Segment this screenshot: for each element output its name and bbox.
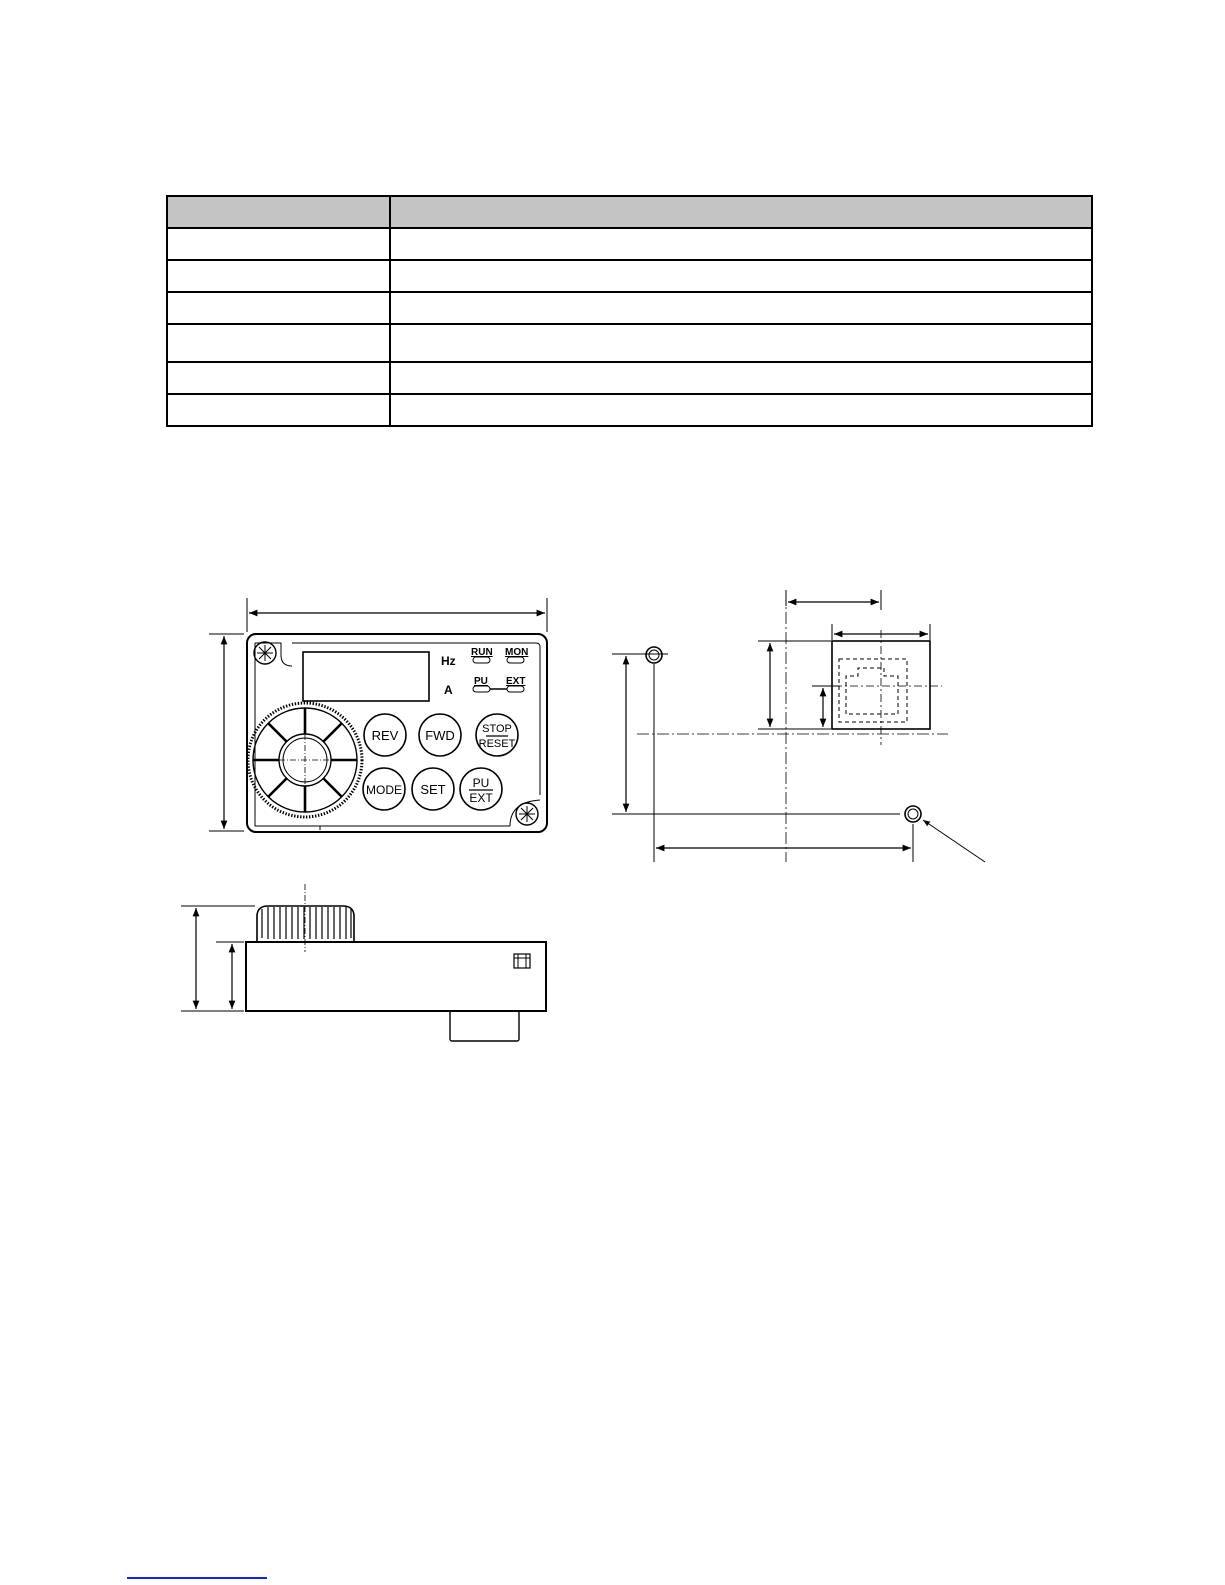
- rev-button[interactable]: REV: [371, 728, 399, 743]
- mounting-hole-icon: [646, 647, 662, 663]
- ext-led-label: EXT: [506, 676, 526, 687]
- stop-button[interactable]: STOP: [482, 723, 512, 735]
- run-label: RUN: [471, 647, 493, 658]
- pu-button[interactable]: PU: [472, 776, 490, 790]
- set-button[interactable]: SET: [420, 782, 446, 797]
- screw-icon: [254, 642, 276, 664]
- fwd-button[interactable]: FWD: [425, 728, 455, 743]
- footer-link-underline: [127, 1577, 267, 1579]
- reset-button[interactable]: RESET: [478, 738, 516, 750]
- display-window: [303, 652, 429, 701]
- ext-button[interactable]: EXT: [469, 791, 493, 805]
- pu-led-label: PU: [474, 676, 488, 687]
- mounting-diagram: [612, 590, 985, 862]
- mode-button[interactable]: MODE: [366, 783, 402, 797]
- setting-dial-icon: [248, 703, 362, 817]
- side-screw-icon: [514, 954, 530, 968]
- mon-label: MON: [505, 647, 529, 658]
- side-view: [181, 884, 546, 1041]
- hz-label: Hz: [441, 654, 456, 668]
- screw-icon: [516, 803, 538, 825]
- a-label: A: [444, 683, 453, 697]
- mounting-hole-icon: [905, 806, 921, 822]
